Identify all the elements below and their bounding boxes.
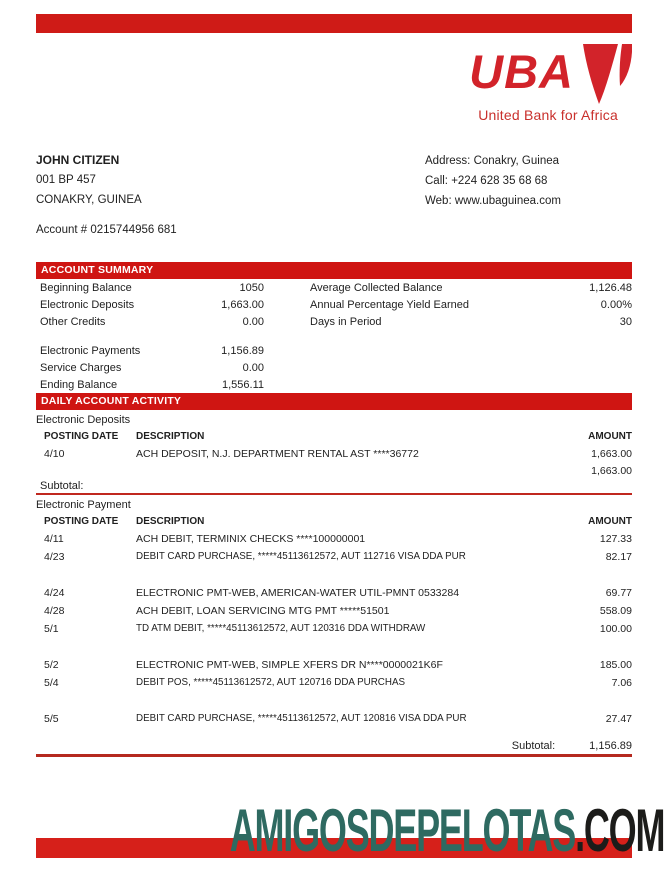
uba-logo [402,44,632,123]
payments-subtotal-label: Subtotal: [511,740,556,752]
amount-header: AMOUNT [588,516,632,527]
summary-right-column [310,280,632,394]
deposits-subtotal-label: Subtotal: [40,480,84,492]
summary-row: Days in Period 30 [310,316,632,328]
payments-table-header [36,514,632,530]
payments-subtotal-row [36,738,632,754]
uba-tagline: United Bank for Africa [478,107,618,123]
account-summary-table [36,280,632,394]
table-row: 5/1 TD ATM DEBIT, *****45113612572, AUT 120316 DDA WITHDRAW 100.00 [44,623,632,635]
account-number: Account # 0215744956 681 [36,224,177,236]
customer-address-line2: CONAKRY, GUINEA [36,194,142,206]
deposits-total-row [36,463,632,479]
summary-row: Electronic Payments 1,156.89 [40,345,264,357]
uba-logo-icon [582,44,632,106]
account-summary-header: ACCOUNT SUMMARY [36,262,632,279]
summary-row: Average Collected Balance 1,126.48 [310,282,632,294]
summary-row: Service Charges 0.00 [40,362,264,374]
deposits-divider-line [36,493,632,495]
table-row: 4/10 ACH DEPOSIT, N.J. DEPARTMENT RENTAL AST ****36772 1,663.00 [44,448,632,460]
payments-subtotal-amount: 1,156.89 [589,740,632,752]
summary-row: Annual Percentage Yield Earned 0.00% [310,299,632,311]
table-row: 5/4 DEBIT POS, *****45113612572, AUT 120716 DDA PURCHAS 7.06 [44,677,632,689]
table-row: 5/2 ELECTRONIC PMT-WEB, SIMPLE XFERS DR N****0000021K6F 185.00 [44,659,632,671]
daily-activity-header: DAILY ACCOUNT ACTIVITY [36,393,632,410]
customer-address-block [36,150,142,210]
uba-logo-text: UBA [469,45,574,98]
top-brand-bar [36,14,632,33]
posting-date-header: POSTING DATE [44,516,119,527]
bank-phone: Call: +224 628 35 68 68 [425,175,548,187]
summary-row: Other Credits 0.00 [40,316,264,328]
deposits-section-label: Electronic Deposits [36,414,131,426]
summary-spacer-row [36,331,264,343]
amount-header: AMOUNT [588,431,632,442]
customer-address-line1: 001 BP 457 [36,174,96,186]
table-row: 5/5 DEBIT CARD PURCHASE, *****45113612572, AUT 120816 VISA DDA PUR 27.47 [44,713,632,725]
watermark-site-tld: .COM [574,797,664,864]
description-header: DESCRIPTION [136,431,205,442]
summary-row: Ending Balance 1,556.11 [40,379,264,391]
summary-column-gap [264,280,310,394]
posting-date-header: POSTING DATE [44,431,119,442]
watermark [229,797,664,864]
summary-row: Beginning Balance 1050 [40,282,264,294]
deposits-table-header [36,429,632,445]
watermark-site-name: AMIGOSDEPELOTAS [229,797,575,864]
table-row: 4/28 ACH DEBIT, LOAN SERVICING MTG PMT *****51501 558.09 [44,605,632,617]
table-row: 4/24 ELECTRONIC PMT-WEB, AMERICAN-WATER UTIL-PMNT 0533284 69.77 [44,587,632,599]
payments-section-label: Electronic Payment [36,499,131,511]
bank-address: Address: Conakry, Guinea [425,155,560,167]
payments-divider-line [36,754,632,757]
bank-website: Web: www.ubaguinea.com [425,195,561,207]
table-row: 4/11 ACH DEBIT, TERMINIX CHECKS ****100000001 127.33 [44,533,632,545]
deposits-total-amount: 1,663.00 [591,465,632,477]
summary-left-column [36,280,264,394]
bank-contact-block [425,151,561,211]
customer-name: JOHN CITIZEN [36,153,120,167]
description-header: DESCRIPTION [136,516,205,527]
summary-row: Electronic Deposits 1,663.00 [40,299,264,311]
table-row: 4/23 DEBIT CARD PURCHASE, *****45113612572, AUT 112716 VISA DDA PUR 82.17 [44,551,632,563]
